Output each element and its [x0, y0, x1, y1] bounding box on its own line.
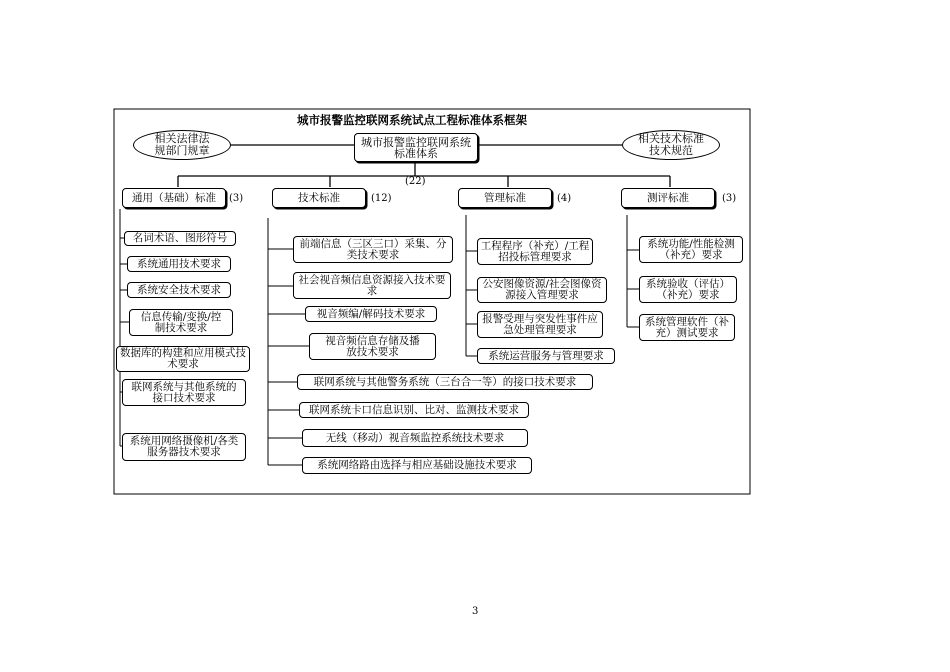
category-evaluation-count: (3)	[722, 193, 737, 204]
category-evaluation: 测评标准	[621, 188, 715, 208]
technical-item-codec: 视音频编/解码技术要求	[305, 306, 437, 322]
general-item-transmission-label: 信息传输/变换/控制技术要求	[140, 310, 222, 334]
category-technical-count: (12)	[371, 193, 392, 204]
general-item-database	[116, 346, 250, 372]
management-item-image-resources	[477, 277, 607, 303]
diagram-title: 城市报警监控联网系统试点工程标准体系框架	[297, 113, 527, 127]
technical-item-storage	[309, 333, 436, 360]
management-item-engineering	[477, 238, 593, 265]
category-technical: 技术标准	[272, 188, 366, 208]
management-item-operation: 系统运营服务与管理要求	[477, 348, 615, 364]
management-item-image-resources-label: 公安图像资源/社会图像资源接入管理要求	[482, 278, 602, 301]
category-management: 管理标准	[458, 188, 552, 208]
technical-item-social-av-label: 社会视音频信息资源接入技术要求	[298, 273, 446, 297]
technical-item-wireless: 无线（移动）视音频监控系统技术要求	[302, 429, 528, 447]
management-item-engineering-label: 工程程序（补充）/工程招投标管理要求	[480, 239, 590, 263]
general-item-cameras-label: 系统用网络摄像机/各类服务器技术要求	[129, 435, 239, 458]
general-item-interface-label: 联网系统与其他系统的接口技术要求	[131, 380, 237, 404]
general-item-common-tech: 系统通用技术要求	[127, 256, 231, 272]
general-item-security: 系统安全技术要求	[127, 282, 231, 298]
general-item-terms: 名词术语、图形符号	[124, 231, 236, 246]
technical-item-checkpoint: 联网系统卡口信息识别、比对、监测技术要求	[299, 402, 529, 418]
category-general-count: (3)	[229, 193, 244, 204]
category-management-count: (4)	[557, 193, 572, 204]
root-label: 城市报警监控联网系统标准体系	[361, 135, 471, 160]
tech-standards-label: 相关技术标准技术规范	[638, 132, 704, 157]
root-node	[354, 133, 478, 162]
technical-item-social-av	[293, 272, 451, 299]
evaluation-item-function-label: 系统功能/性能检测（补充）要求	[647, 237, 735, 261]
general-item-database-label: 数据库的构建和应用模式技术要求	[120, 347, 246, 370]
management-item-alarm-label: 报警受理与突发性事件应急处理管理要求	[482, 312, 598, 336]
technical-item-police-interface: 联网系统与其他警务系统（三台合一等）的接口技术要求	[297, 374, 593, 390]
general-item-interface	[122, 379, 246, 406]
evaluation-item-software-label: 系统管理软件（补充）测试要求	[645, 315, 729, 339]
technical-item-routing: 系统网络路由选择与相应基础设施技术要求	[302, 457, 532, 474]
category-general: 通用（基础）标准	[122, 188, 226, 208]
technical-item-storage-label: 视音频信息存储及播放技术要求	[325, 334, 420, 358]
evaluation-item-acceptance-label: 系统验收（评估）（补充）要求	[646, 277, 730, 301]
general-item-cameras	[122, 433, 246, 461]
technical-item-frontend	[293, 236, 453, 263]
laws-regulations-label: 相关法律法规部门规章	[154, 132, 210, 157]
tech-standards-oval	[622, 130, 720, 160]
evaluation-item-function	[639, 236, 743, 263]
laws-regulations-oval	[133, 130, 231, 160]
evaluation-item-acceptance	[639, 276, 737, 303]
page-number: 3	[472, 606, 479, 617]
general-item-transmission	[129, 309, 233, 336]
management-item-alarm	[477, 311, 603, 338]
root-count: (22)	[405, 176, 426, 187]
technical-item-frontend-label: 前端信息（三区三口）采集、分类技术要求	[299, 237, 447, 261]
evaluation-item-software	[639, 314, 735, 341]
